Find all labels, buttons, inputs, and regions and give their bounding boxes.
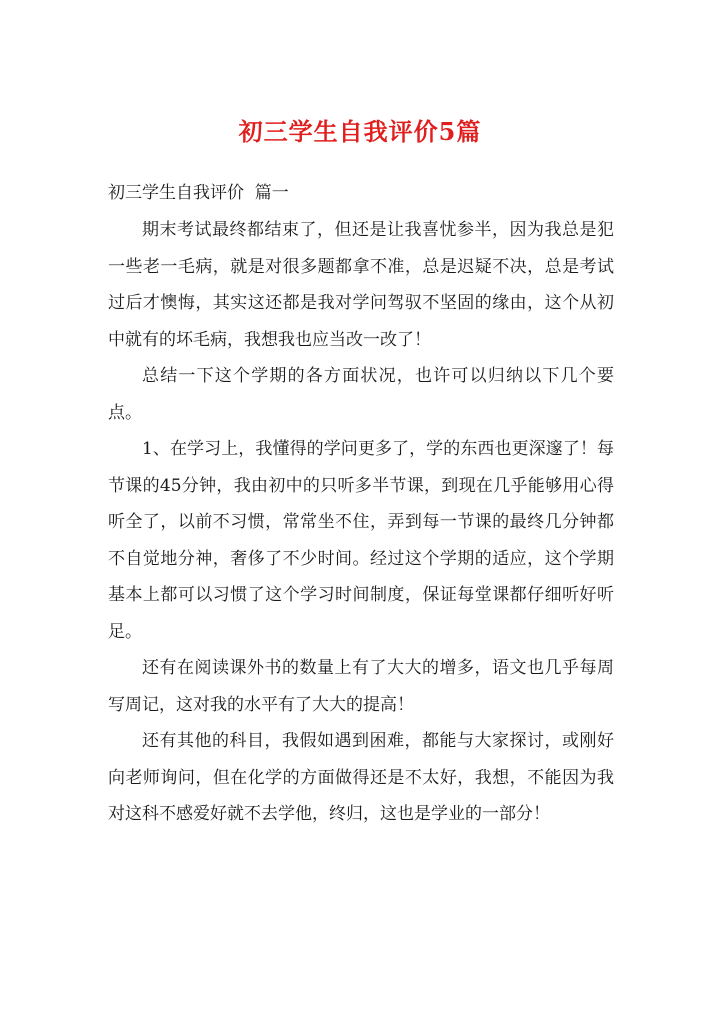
document-body	[108, 212, 614, 833]
paragraph: 期末考试最终都结束了，但还是让我喜忧参半，因为我总是犯一些老一毛病，就是对很多题都拿不准，总是迟疑不决，总是考试过后才懊悔，其实这还都是我对学问驾驭不坚固的缘由，这个从初中就有的坏毛病，我想我也应当改一改了！	[108, 220, 614, 350]
paragraph: 1、在学习上，我懂得的学问更多了，学的东西也更深邃了！每节课的45分钟，我由初中的只听多半节课，到现在几乎能够用心得听全了，以前不习惯，常常坐不住，弄到每一节课的最终几分钟都不自觉地分神，奢侈了不少时间。经过这个学期的适应，这个学期基本上都可以习惯了这个学习时间制度，保证每堂课都仔细听好听足。	[108, 439, 614, 642]
paragraph: 还有在阅读课外书的数量上有了大大的增多，语文也几乎每周写周记，这对我的水平有了大大的提高！	[108, 658, 614, 715]
section-heading: 初三学生自我评价 篇一	[108, 183, 289, 203]
paragraph: 总结一下这个学期的各方面状况，也许可以归纳以下几个要点。	[108, 366, 614, 423]
paragraph: 还有其他的科目，我假如遇到困难，都能与大家探讨，或刚好向老师询问，但在化学的方面做得还是不太好，我想，不能因为我对这科不感爱好就不去学他，终归，这也是学业的一部分！	[108, 731, 614, 824]
document-title: 初三学生自我评价5篇	[238, 117, 482, 146]
